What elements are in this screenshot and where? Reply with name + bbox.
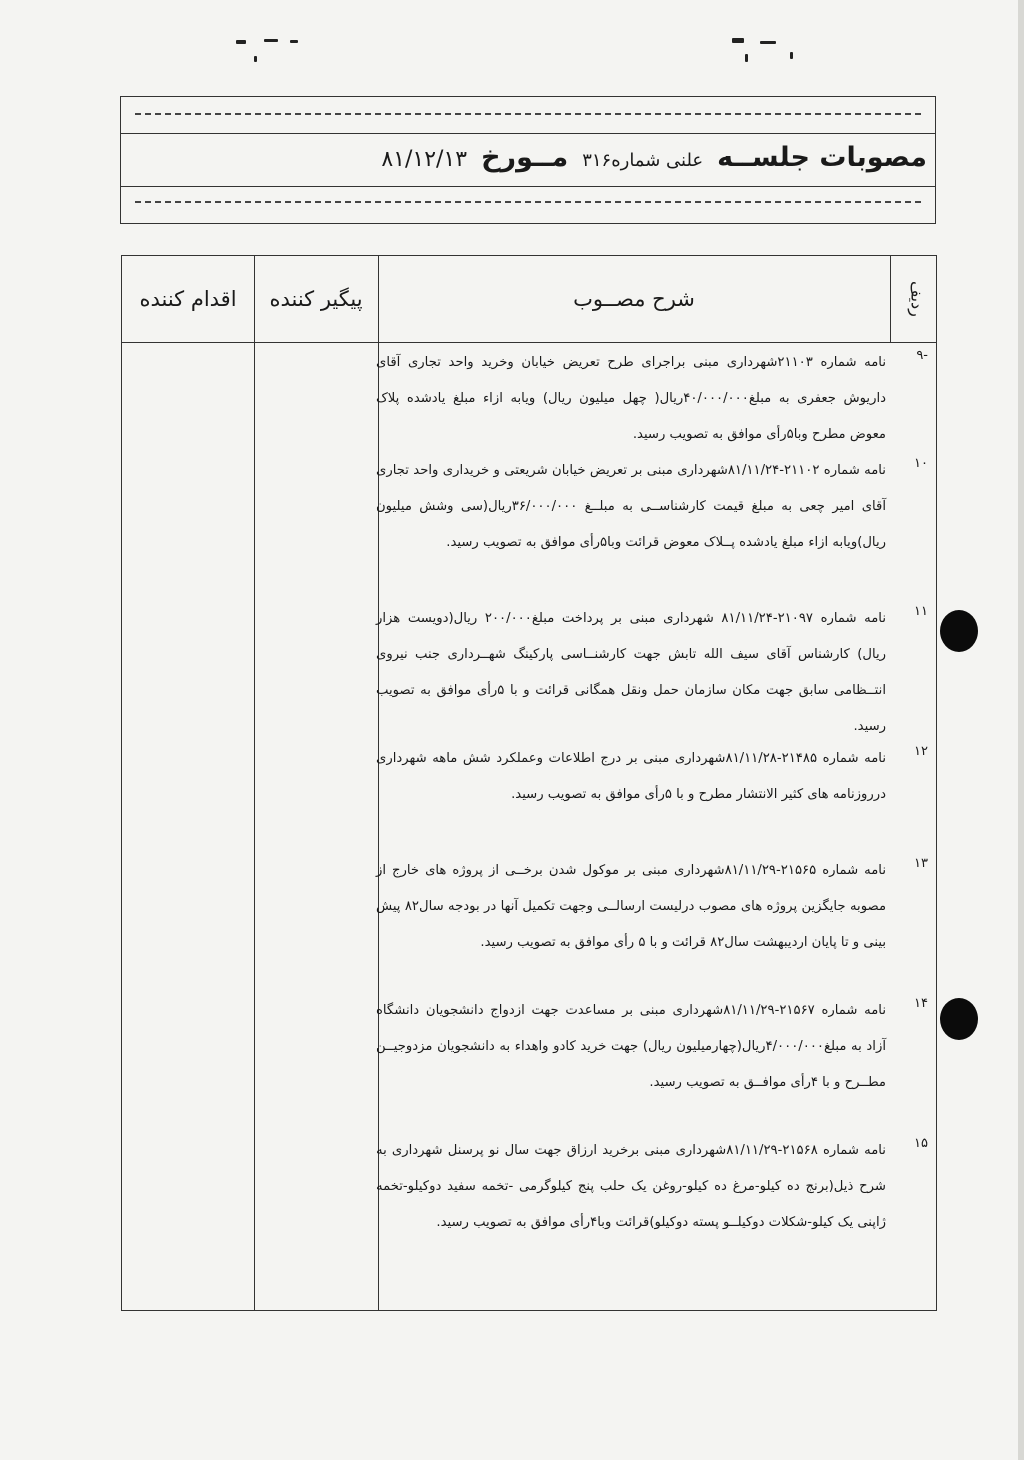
resolutions-table	[121, 255, 937, 1311]
scan-speck	[290, 40, 298, 43]
resolution-text: نامه شماره ۲۱۵۶۵-۸۱/۱۱/۲۹شهرداری مبنی بر موکول شدن برخــی از پروژه های خارج از مصوبه جایگزین پروژه های مصوب درلیست ارسالــی وجهت تکمیل آنها در بودجه سال۸۲ پیش بینی و تا پایان اردیبهشت سال۸۲ قرائت و با ۵ رأی موافق به تصویب رسید.	[376, 863, 887, 950]
scan-speck	[236, 40, 246, 44]
page-edge-shadow	[1018, 0, 1024, 1460]
session-title	[381, 142, 927, 178]
dashed-divider	[135, 113, 921, 115]
row-number: ۱۲	[914, 744, 928, 759]
session-date: ۸۱/۱۲/۱۳	[381, 147, 468, 172]
row-number: ۱۱	[914, 604, 928, 619]
scan-speck	[760, 41, 776, 44]
scan-speck	[732, 38, 744, 43]
title-dated: مــورخ	[481, 142, 569, 173]
punch-hole	[940, 998, 978, 1040]
scan-speck	[790, 52, 793, 59]
col-header-description: شرح مصــوب	[573, 287, 695, 311]
title-main: مصوبات جلســه	[717, 142, 927, 173]
scan-speck	[745, 54, 748, 62]
title-band	[121, 133, 935, 187]
row-number: -۹	[916, 348, 928, 363]
row-number: ۱۰	[914, 456, 928, 471]
title-public-number: علنی شماره۳۱۶	[582, 150, 704, 171]
punch-hole	[940, 610, 978, 652]
row-number: ۱۴	[914, 996, 928, 1011]
col-header-follow-up: پیگیر کننده	[269, 287, 363, 311]
column-divider	[254, 256, 255, 1310]
resolution-text: نامه شماره ۲۱۱۰۲-۸۱/۱۱/۲۴شهرداری مبنی بر تعریض خیابان شریعتی و خریداری واحد تجاری آقای امیر چعی به مبلغ قیمت کارشناســی به مبلــغ ۳۶/۰۰۰/۰۰۰ریال(سی وشش میلیون ریال)ویابه ازاء مبلغ یادشده پــلاک معوض قرائت وبا۵رأی موافق به تصویب رسید.	[376, 463, 886, 550]
col-header-action: اقدام کننده	[139, 287, 237, 311]
header-box	[120, 96, 936, 224]
row-number: ۱۳	[914, 856, 928, 871]
scan-speck	[264, 39, 278, 42]
resolution-text: نامه شماره ۲۱۰۹۷-۸۱/۱۱/۲۴ شهرداری مبنی بر پرداخت مبلغ۲۰۰/۰۰۰ ریال(دویست هزار ریال) کارشناس آقای سیف الله تابش جهت کارشنــاسی پارکینگ شهــرداری جنب نیروی انتــظامی سابق جهت مکان سازمان حمل ونقل همگانی قرائت و با ۵رأی موافق به تصویب رسید.	[376, 611, 886, 734]
dashed-divider	[135, 201, 921, 203]
col-header-row-number: ردیف	[907, 281, 927, 317]
resolution-text: نامه شماره ۲۱۴۸۵-۸۱/۱۱/۲۸شهرداری مبنی بر درج اطلاعات وعملکرد شش ماهه شهرداری درروزنامه های کثیر الانتشار مطرح و با ۵رأی موافق به تصویب رسید.	[376, 751, 886, 802]
resolution-text: نامه شماره ۲۱۱۰۳شهرداری مبنی براجرای طرح تعریض خیابان وخرید واحد تجاری آقای داریوش جعفری به مبلغ۴۰/۰۰۰/۰۰۰ریال( چهل میلیون ریال) ویابه ازاء مبلغ یادشده پلاک معوض مطرح وبا۵رأی موافق به تصویب رسید.	[376, 355, 886, 442]
resolution-text: نامه شماره ۲۱۵۶۸-۸۱/۱۱/۲۹شهرداری مبنی برخرید ارزاق جهت سال نو پرسنل شهرداری به شرح ذیل(برنج ده کیلو-مرغ ده کیلو-روغن یک حلب پنج کیلوگرمی -تخمه سفید دوکیلو-تخمه ژاپنی یک کیلو-شکلات دوکیلــو پسته دوکیلو)قرائت وبا۴رأی موافق به تصویب رسید.	[376, 1143, 886, 1230]
resolution-text: نامه شماره ۲۱۵۶۷-۸۱/۱۱/۲۹شهرداری مبنی بر مساعدت جهت ازدواج دانشجویان دانشگاه آزاد به مبلغ۴/۰۰۰/۰۰۰ریال(چهارمیلیون ریال) جهت خرید کادو واهداء به دانشجویان مزدوجیــن مطــرح و با ۴رأی موافــق به تصویب رسید.	[376, 1003, 887, 1090]
scan-speck	[254, 56, 257, 62]
header-row-divider	[122, 342, 936, 343]
column-divider	[890, 256, 891, 342]
row-number: ۱۵	[914, 1136, 928, 1151]
